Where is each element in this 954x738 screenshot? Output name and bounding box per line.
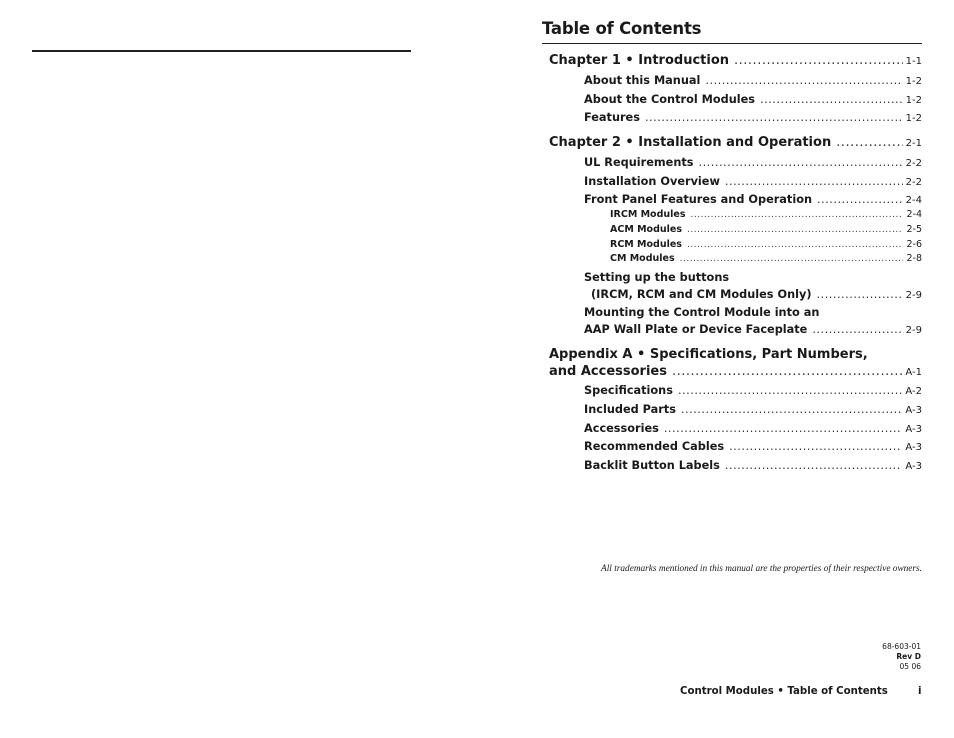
toc-entry[interactable] <box>584 156 922 169</box>
toc-page: 2-2 <box>905 158 922 169</box>
toc-entry[interactable] <box>584 74 922 87</box>
dot-leader <box>687 225 903 235</box>
toc-entry-mounting-line1[interactable]: Mounting the Control Module into an <box>584 306 820 319</box>
trademark-notice: All trademarks mentioned in this manual are the properties of their respective owners. <box>601 564 922 574</box>
dot-leader <box>681 403 902 416</box>
document-number: 68-603-01 <box>882 642 921 651</box>
document-revision: Rev D <box>896 652 921 661</box>
toc-page: 1-2 <box>905 76 922 87</box>
toc-label: Specifications <box>584 384 673 397</box>
toc-entry[interactable] <box>584 384 922 397</box>
dot-leader <box>760 93 903 106</box>
dot-leader <box>734 53 903 68</box>
toc-page: A-3 <box>905 424 922 435</box>
toc-page: 2-9 <box>905 325 922 336</box>
toc-entry[interactable] <box>584 93 922 106</box>
toc-label: (IRCM, RCM and CM Modules Only) <box>591 288 812 301</box>
toc-label: Backlit Button Labels <box>584 459 720 472</box>
toc-page: 2-4 <box>905 195 922 206</box>
toc-label: UL Requirements <box>584 156 694 169</box>
footer-page-number: i <box>918 686 922 697</box>
dot-leader <box>672 364 902 379</box>
toc-label: Chapter 2 • Installation and Operation <box>549 135 832 150</box>
toc-label: Installation Overview <box>584 175 720 188</box>
footer-title: Control Modules • Table of Contents <box>680 686 888 697</box>
dot-leader <box>729 440 902 453</box>
toc-page: A-2 <box>905 386 922 397</box>
toc-label: and Accessories <box>549 364 667 379</box>
dot-leader <box>836 135 902 150</box>
toc-label: Features <box>584 111 640 124</box>
toc-entry-buttons-line1[interactable]: Setting up the buttons <box>584 271 730 284</box>
dot-leader <box>645 111 903 124</box>
dot-leader <box>699 156 903 169</box>
toc-label: AAP Wall Plate or Device Faceplate <box>584 323 808 336</box>
dot-leader <box>812 323 902 336</box>
toc-title: Table of Contents <box>542 19 702 38</box>
toc-entry[interactable] <box>584 440 922 453</box>
toc-label: IRCM Modules <box>610 209 686 220</box>
dot-leader <box>705 74 902 87</box>
toc-entry[interactable] <box>584 403 922 416</box>
toc-label: Recommended Cables <box>584 440 725 453</box>
toc-page: 1-1 <box>905 56 922 67</box>
toc-subentry[interactable] <box>610 239 922 250</box>
toc-subentry[interactable] <box>610 209 922 220</box>
document-id <box>882 642 921 672</box>
toc-page: 2-6 <box>906 239 922 250</box>
toc-entry[interactable] <box>584 175 922 188</box>
toc-page: A-3 <box>905 442 922 453</box>
toc-label: Front Panel Features and Operation <box>584 193 812 206</box>
toc-label: About this Manual <box>584 74 701 87</box>
toc-entry[interactable] <box>584 422 922 435</box>
toc-label: CM Modules <box>610 253 675 264</box>
dot-leader <box>817 193 903 206</box>
toc-page: 1-2 <box>905 95 922 106</box>
toc-page: 1-2 <box>905 113 922 124</box>
toc-label: ACM Modules <box>610 224 682 235</box>
dot-leader <box>817 288 903 301</box>
dot-leader <box>687 240 904 250</box>
toc-entry-mounting[interactable] <box>584 323 922 336</box>
left-page-rule <box>32 50 411 52</box>
toc-page: 2-2 <box>905 177 922 188</box>
dot-leader <box>690 210 903 220</box>
toc-entry-chapter2[interactable] <box>549 135 922 150</box>
toc-entry-appendix-line1[interactable]: Appendix A • Specifications, Part Numbers, <box>549 347 868 362</box>
dot-leader <box>680 254 904 264</box>
toc-entry-buttons[interactable] <box>591 288 922 301</box>
toc-page: 2-4 <box>906 209 922 220</box>
toc-label: Included Parts <box>584 403 676 416</box>
toc-entry-appendix[interactable] <box>549 364 922 379</box>
toc-entry[interactable] <box>584 111 922 124</box>
toc-page: 2-9 <box>905 290 922 301</box>
dot-leader <box>725 459 903 472</box>
dot-leader <box>664 422 903 435</box>
toc-entry[interactable] <box>584 459 922 472</box>
toc-label: Chapter 1 • Introduction <box>549 53 730 68</box>
toc-page: 2-8 <box>906 253 922 264</box>
toc-page: 2-1 <box>905 138 922 149</box>
toc-label: RCM Modules <box>610 239 682 250</box>
toc-label: About the Control Modules <box>584 93 756 106</box>
dot-leader <box>678 384 902 397</box>
title-rule <box>542 43 922 44</box>
toc-label: Accessories <box>584 422 659 435</box>
toc-entry[interactable] <box>584 193 922 206</box>
toc-page: A-1 <box>905 367 922 378</box>
document-date: 05 06 <box>899 662 921 671</box>
toc-subentry[interactable] <box>610 253 922 264</box>
toc-page: 2-5 <box>906 224 922 235</box>
toc-entry-chapter1[interactable] <box>549 53 922 68</box>
toc-page: A-3 <box>905 461 922 472</box>
toc-page: A-3 <box>905 405 922 416</box>
toc-subentry[interactable] <box>610 224 922 235</box>
dot-leader <box>725 175 903 188</box>
